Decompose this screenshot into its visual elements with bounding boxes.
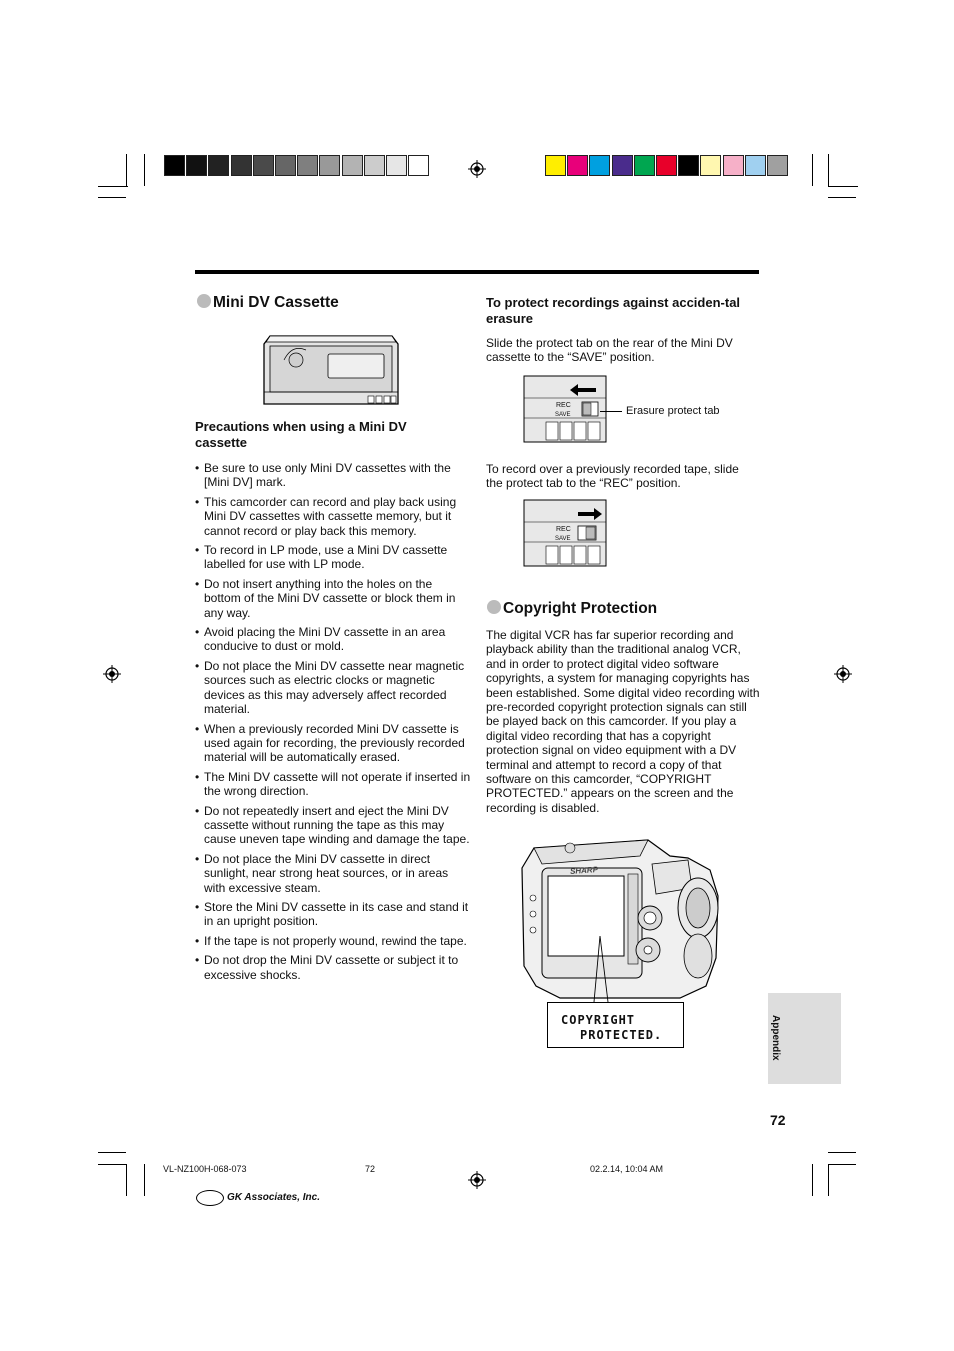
- protect-text: Slide the protect tab on the rear of the Mini DV cassette to the “SAVE” position.: [486, 336, 733, 365]
- color-swatch: [275, 155, 296, 176]
- screen-line-1: COPYRIGHT: [561, 1013, 636, 1027]
- crop-mark: [828, 1164, 856, 1165]
- crop-mark: [98, 1152, 126, 1153]
- color-swatch: [589, 155, 610, 176]
- precaution-item: • If the tape is not properly wound, rewind the tape.: [195, 934, 471, 948]
- footer-file-name: VL-NZ100H-068-073: [163, 1164, 247, 1174]
- precaution-item: • This camcorder can record and play back using Mini DV cassettes with cassette memory, but it cannot record or play back this memory.: [195, 495, 471, 538]
- protect-tab-save-diagram: [522, 374, 608, 444]
- publisher-name: GK Associates, Inc.: [227, 1192, 320, 1203]
- crop-mark: [144, 154, 145, 186]
- section-title-text: Mini DV Cassette: [213, 294, 339, 311]
- color-swatch: [364, 155, 385, 176]
- color-swatch: [186, 155, 207, 176]
- color-swatch: [700, 155, 721, 176]
- color-swatch: [386, 155, 407, 176]
- publisher-logo: [196, 1190, 224, 1206]
- precaution-item: • The Mini DV cassette will not operate if inserted in the wrong direction.: [195, 770, 471, 799]
- color-swatch: [231, 155, 252, 176]
- crop-mark: [812, 154, 813, 186]
- color-swatch: [767, 155, 788, 176]
- mini-dv-cassette-illustration: [262, 330, 400, 408]
- color-swatch: [678, 155, 699, 176]
- save-save-label: SAVE: [555, 412, 571, 418]
- crop-mark: [812, 1164, 813, 1196]
- appendix-tab-label: Appendix: [770, 1015, 781, 1061]
- crop-mark: [98, 197, 126, 198]
- copyright-section-title: [487, 600, 657, 618]
- crop-mark: [828, 1152, 856, 1153]
- precaution-item: • Do not drop the Mini DV cassette or subject it to excessive shocks.: [195, 953, 471, 982]
- rec-save-label: SAVE: [555, 536, 571, 542]
- crop-mark: [828, 154, 829, 186]
- camera-brand-label: SHARP: [569, 865, 599, 876]
- footer-page: 72: [365, 1164, 376, 1174]
- registration-mark-icon: [468, 160, 486, 178]
- crop-mark: [126, 154, 127, 186]
- crop-mark: [828, 197, 856, 198]
- save-rec-label: REC: [556, 402, 571, 409]
- precaution-item: • Do not place the Mini DV cassette in direct sunlight, near strong heat sources, or in areas with excessive steam.: [195, 852, 471, 895]
- color-swatch: [253, 155, 274, 176]
- precaution-item: • When a previously recorded Mini DV cassette is used again for recording, the previously recorded material will be automatically erased.: [195, 722, 471, 765]
- color-swatch: [208, 155, 229, 176]
- copyright-protected-screen: [547, 1002, 684, 1048]
- erasure-protect-tab-label: Erasure protect tab: [626, 405, 720, 417]
- protect-heading: To protect recordings against acciden-tal erasure: [486, 295, 741, 326]
- color-swatch: [319, 155, 340, 176]
- precautions-list: [195, 461, 471, 987]
- page-number: 72: [770, 1112, 786, 1128]
- color-swatch: [342, 155, 363, 176]
- color-swatch: [408, 155, 429, 176]
- color-swatch: [745, 155, 766, 176]
- precaution-item: • Be sure to use only Mini DV cassettes with the [Mini DV] mark.: [195, 461, 471, 490]
- crop-mark: [98, 186, 128, 187]
- color-swatch: [723, 155, 744, 176]
- section-rule: [195, 270, 759, 274]
- precaution-item: • Do not repeatedly insert and eject the Mini DV cassette without running the tape as this may cause uneven tape winding and damage the tape.: [195, 804, 471, 847]
- precaution-item: • To record in LP mode, use a Mini DV cassette labelled for use with LP mode.: [195, 543, 471, 572]
- color-swatch: [634, 155, 655, 176]
- precaution-item: • Do not insert anything into the holes on the bottom of the Mini DV cassette or block them in any way.: [195, 577, 471, 620]
- crop-mark: [828, 186, 858, 187]
- crop-mark: [126, 1164, 127, 1196]
- color-swatch: [656, 155, 677, 176]
- registration-mark-icon: [834, 665, 852, 683]
- precaution-item: • Avoid placing the Mini DV cassette in an area conducive to dust or mold.: [195, 625, 471, 654]
- registration-mark-icon: [468, 1171, 486, 1189]
- registration-mark-icon: [103, 665, 121, 683]
- copyright-text: The digital VCR has far superior recording and playback ability than the traditional analog VCR, and in order to protect digital video software copyrights, a system for managing copyrights has been established. Some digital video recording with pre-recorded copyright protection signals can still be played back on this camcorder. If you play a digital video recording that has a copyright protection signal on video equipment with a DV terminal and attempt to record a copy of that software on this camcorder, “COPYRIGHT PROTECTED.” appears on the screen and the recording is disabled.: [486, 628, 760, 815]
- color-swatch: [297, 155, 318, 176]
- mini-dv-section-title: [197, 294, 339, 312]
- precaution-item: • Do not place the Mini DV cassette near magnetic sources such as electric clocks or magnetic devices as this may adversely affect recorded material.: [195, 659, 471, 717]
- crop-mark: [98, 1164, 126, 1165]
- crop-mark: [144, 1164, 145, 1196]
- precautions-heading: Precautions when using a Mini DV cassette: [195, 419, 407, 450]
- camcorder-illustration: [520, 838, 725, 1008]
- color-swatch: [612, 155, 633, 176]
- color-swatch: [164, 155, 185, 176]
- section-marker-icon: [487, 600, 501, 614]
- rec-rec-label: REC: [556, 526, 571, 533]
- screen-line-2: PROTECTED.: [580, 1028, 663, 1042]
- erasure-tab-leader: [600, 411, 622, 412]
- crop-mark: [828, 1164, 829, 1196]
- record-over-text: To record over a previously recorded tape, slide the protect tab to the “REC” position.: [486, 462, 739, 491]
- section-title-text: Copyright Protection: [503, 600, 658, 617]
- protect-tab-rec-diagram: [522, 498, 608, 568]
- section-marker-icon: [197, 294, 211, 308]
- color-swatch: [545, 155, 566, 176]
- footer-date: 02.2.14, 10:04 AM: [590, 1164, 664, 1174]
- precaution-item: • Store the Mini DV cassette in its case and stand it in an upright position.: [195, 900, 471, 929]
- color-swatch: [567, 155, 588, 176]
